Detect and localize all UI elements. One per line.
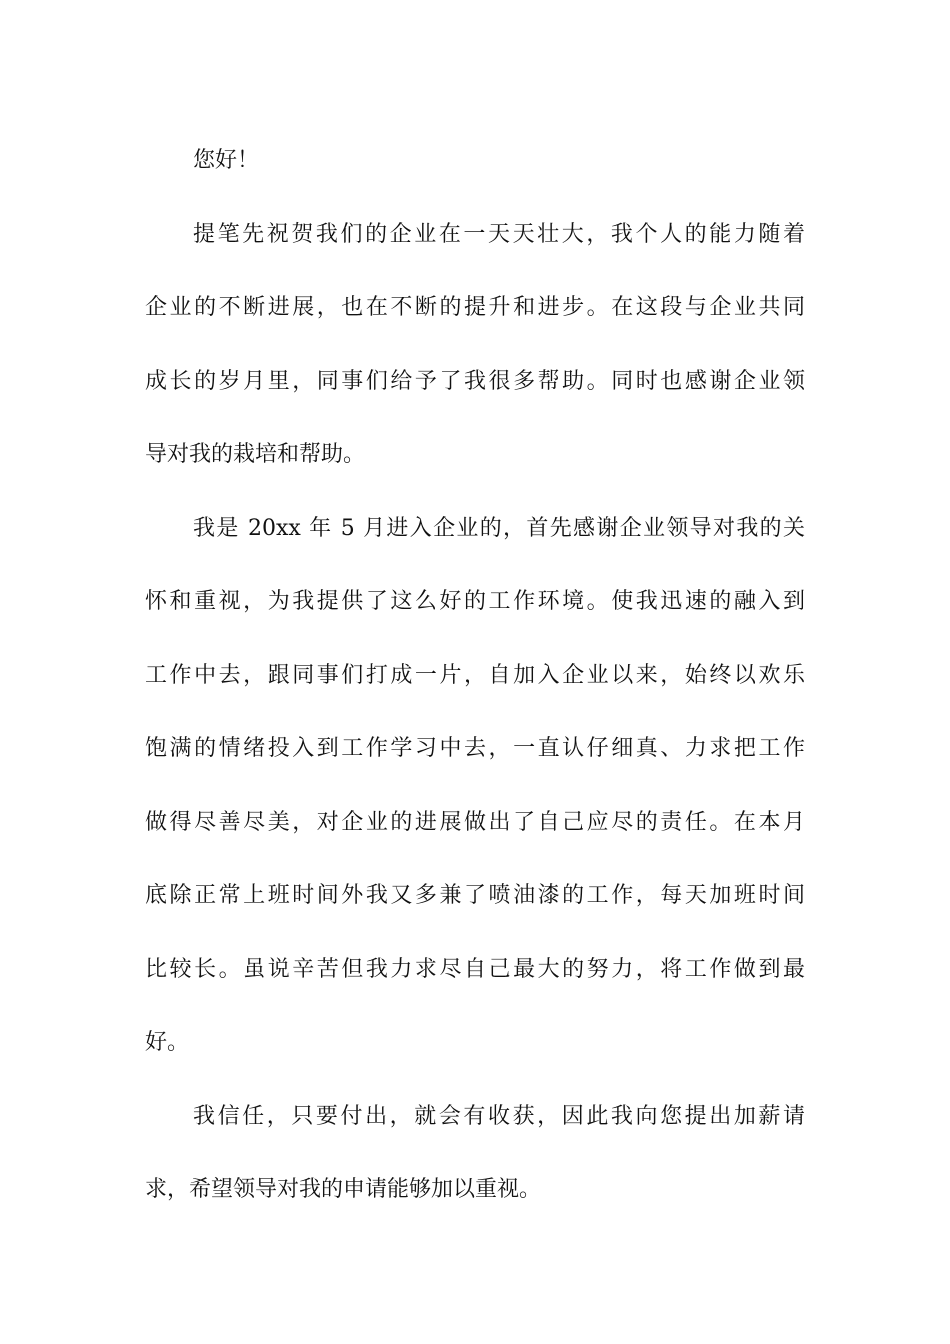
paragraph-2-line-8: 好。 [145, 1030, 190, 1055]
paragraph-2-line-5: 做得尽善尽美，对企业的进展做出了自己应尽的责任。在本月 [145, 809, 805, 835]
paragraph-2 [145, 492, 805, 1080]
paragraph-1-line-2: 企业的不断进展，也在不断的提升和进步。在这段与企业共同 [145, 295, 805, 320]
paragraph-1 [145, 198, 805, 492]
paragraph-2-line-4: 饱满的情绪投入到工作学习中去，一直认仔细真、力求把工作 [145, 736, 805, 761]
paragraph-1-line-1: 提笔先祝贺我们的企业在一天天壮大，我个人的能力随着 [193, 221, 805, 247]
paragraph-2-line-6: 底除正常上班时间外我又多兼了喷油漆的工作，每天加班时间 [145, 883, 805, 908]
letter-body [145, 124, 805, 1227]
paragraph-2-line-2: 怀和重视，为我提供了这么好的工作环境。使我迅速的融入到 [145, 589, 805, 614]
paragraph-2-line-1: 我是 20xx 年 5 月进入企业的，首先感谢企业领导对我的关 [193, 515, 805, 541]
greeting-text: 您好！ [193, 148, 260, 173]
paragraph-3-line-1: 我信任，只要付出，就会有收获，因此我向您提出加薪请 [193, 1103, 805, 1129]
paragraph-2-line-3: 工作中去，跟同事们打成一片，自加入企业以来，始终以欢乐 [145, 662, 805, 688]
paragraph-2-line-7: 比较长。虽说辛苦但我力求尽自己最大的努力，将工作做到最 [145, 956, 805, 982]
paragraph-1-line-3: 成长的岁月里，同事们给予了我很多帮助。同时也感谢企业领 [145, 368, 805, 394]
paragraph-1-line-4: 导对我的栽培和帮助。 [145, 442, 366, 467]
paragraph-3 [145, 1080, 805, 1227]
paragraph-3-line-2: 求，希望领导对我的申请能够加以重视。 [145, 1177, 542, 1202]
greeting-paragraph [145, 124, 805, 198]
